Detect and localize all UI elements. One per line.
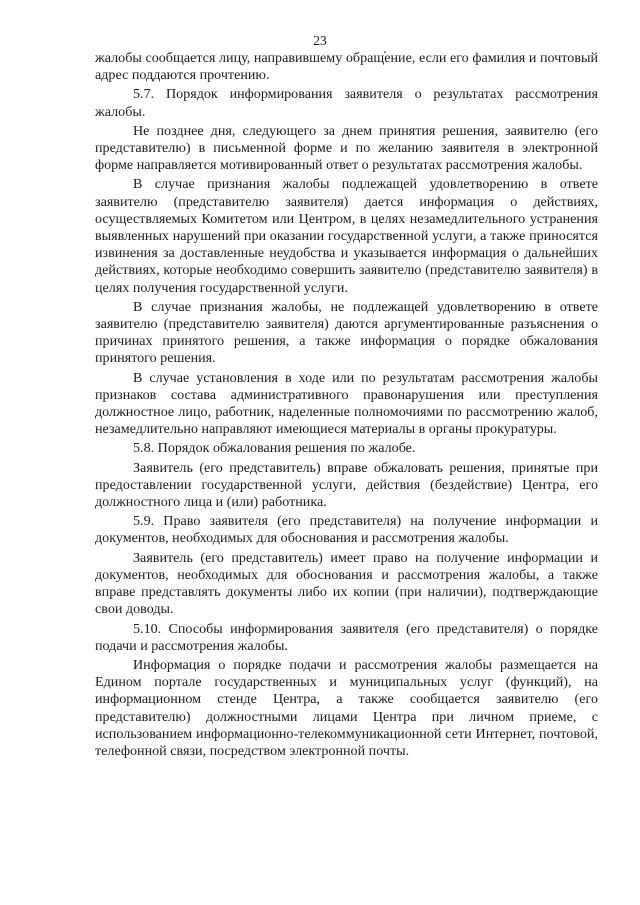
document-body bbox=[95, 50, 598, 762]
section-5-9-heading: 5.9. Право заявителя (его представителя) на получение информации и документов, необходимых для обоснования и рассмотрения жалобы. bbox=[95, 513, 598, 547]
paragraph-appeal-right: Заявитель (его представитель) вправе обжаловать решения, принятые при предоставлении государственной услуги, действия (бездействие) Центра, его должностного лица и (или) работника. bbox=[95, 459, 598, 511]
section-5-8-heading: 5.8. Порядок обжалования решения по жалобе. bbox=[133, 440, 416, 457]
section-5-7-heading: 5.7. Порядок информирования заявителя о результатах рассмотрения жалобы. bbox=[95, 86, 598, 120]
paragraph-complaint-rejected: В случае признания жалобы, не подлежащей удовлетворению в ответе заявителю (представителю заявителя) даются аргументированные разъяснения о причинах принятого решения, а также информация о порядке обжалования принятого решения. bbox=[95, 298, 598, 367]
section-5-10-heading: 5.10. Способы информирования заявителя (его представителя) о порядке подачи и рассмотрения жалобы. bbox=[95, 620, 598, 654]
paragraph-information-right: Заявитель (его представитель) имеет право на получение информации и документов, необходимых для обоснования и рассмотрения жалобы, а также вправе представлять документы либо их копии (при наличии), подтверждающие свои доводы. bbox=[95, 549, 598, 618]
paragraph-information-channels: Информация о порядке подачи и рассмотрения жалобы размещается на Едином портале государственных и муниципальных услуг (функций), на информационном стенде Центра, а также сообщается заявителю (его представителю) должностными лицами Центра при личном приеме, с использованием информационно-телекоммуникационной сети Интернет, почтовой, телефонной связи, посредством электронной почты. bbox=[95, 656, 598, 759]
paragraph-continuation: жалобы сообщается лицу, направившему обращение, если его фамилия и почтовый адрес поддаются прочтению. bbox=[95, 50, 598, 84]
paragraph-response-deadline: Не позднее дня, следующего за днем принятия решения, заявителю (его представителю) в письменной форме и по желанию заявителя в электронной форме направляется мотивированный ответ о результатах рассмотрения жалобы. bbox=[95, 122, 598, 174]
paragraph-complaint-satisfied: В случае признания жалобы подлежащей удовлетворению в ответе заявителю (представителю заявителя) дается информация о действиях, осуществляемых Комитетом или Центром, в целях незамедлительного устранения выявленных нарушений при оказании государственной услуги, а также приносятся извинения за доставленные неудобства и указывается информация о дальнейших действиях, которые необходимо совершить заявителю (представителю заявителя) в целях получения государственной услуги. bbox=[95, 176, 598, 296]
page-number: 23 bbox=[313, 33, 327, 48]
paragraph-violation-found: В случае установления в ходе или по результатам рассмотрения жалобы признаков состава административного правонарушения или преступления должностное лицо, работник, наделенные полномочиями по рассмотрению жалоб, незамедлительно направляют имеющиеся материалы в органы прокуратуры. bbox=[95, 369, 598, 438]
